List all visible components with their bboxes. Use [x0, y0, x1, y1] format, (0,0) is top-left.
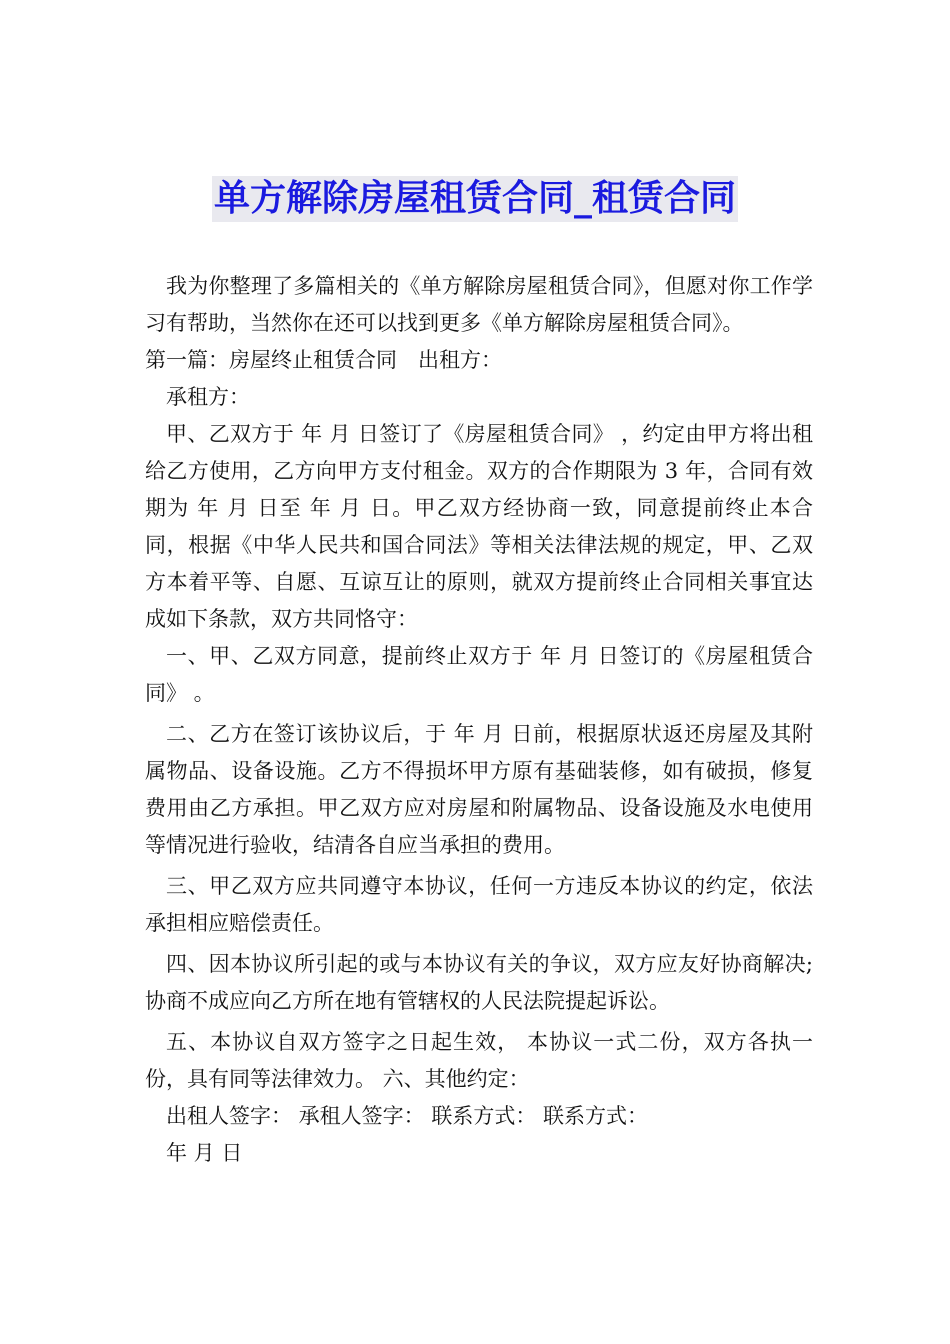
clause-1: 一、甲、乙双方同意，提前终止双方于 年 月 日签订的《房屋租赁合同》 。 [145, 644, 813, 705]
clause-2: 二、乙方在签订该协议后，于 年 月 日前，根据原状返还房屋及其附属物品、设备设施。乙方不得损坏甲方原有基础装修，如有破损，修复费用由乙方承担。甲乙双方应对房屋和附属物品、设备设施及水电使用等情况进行验收，结清各自应当承担的费用。 [145, 722, 813, 857]
section-heading: 第一篇：房屋终止租赁合同 出租方： [145, 348, 502, 372]
intro-paragraph: 我为你整理了多篇相关的《单方解除房屋租赁合同》，但愿对你工作学习有帮助，当然你在还可以找到更多《单方解除房屋租赁合同》。 [145, 274, 813, 335]
title-container [0, 176, 950, 222]
lessee-line: 承租方： [166, 385, 250, 409]
signature-line: 出租人签字： 承租人签字： 联系方式： 联系方式： [166, 1104, 649, 1128]
preamble-paragraph: 甲、乙双方于 年 月 日签订了《房屋租赁合同》 ，约定由甲方将出租给乙方使用，乙方向甲方支付租金。双方的合作期限为 3 年，合同有效期为 年 月 日至 年 月 日。甲乙双方经协商一致，同意提前终止本合同，根据《中华人民共和国合同法》等相关法律法规的规定，甲、乙双方本着平等、自愿、互谅互让的原则，就双方提前终止合同相关事宜达成如下条款，双方共同恪守： [145, 422, 813, 631]
document-body [145, 268, 813, 1172]
document-title: 单方解除房屋租赁合同_租赁合同 [212, 176, 738, 222]
clause-5: 五、本协议自双方签字之日起生效， 本协议一式二份，双方各执一份，具有同等法律效力。 六、其他约定： [145, 1030, 813, 1091]
clause-4: 四、因本协议所引起的或与本协议有关的争议，双方应友好协商解决;协商不成应向乙方所在地有管辖权的人民法院提起诉讼。 [145, 952, 813, 1013]
date-line: 年 月 日 [166, 1141, 243, 1165]
clause-3: 三、甲乙双方应共同遵守本协议，任何一方违反本协议的约定，依法承担相应赔偿责任。 [145, 874, 813, 935]
